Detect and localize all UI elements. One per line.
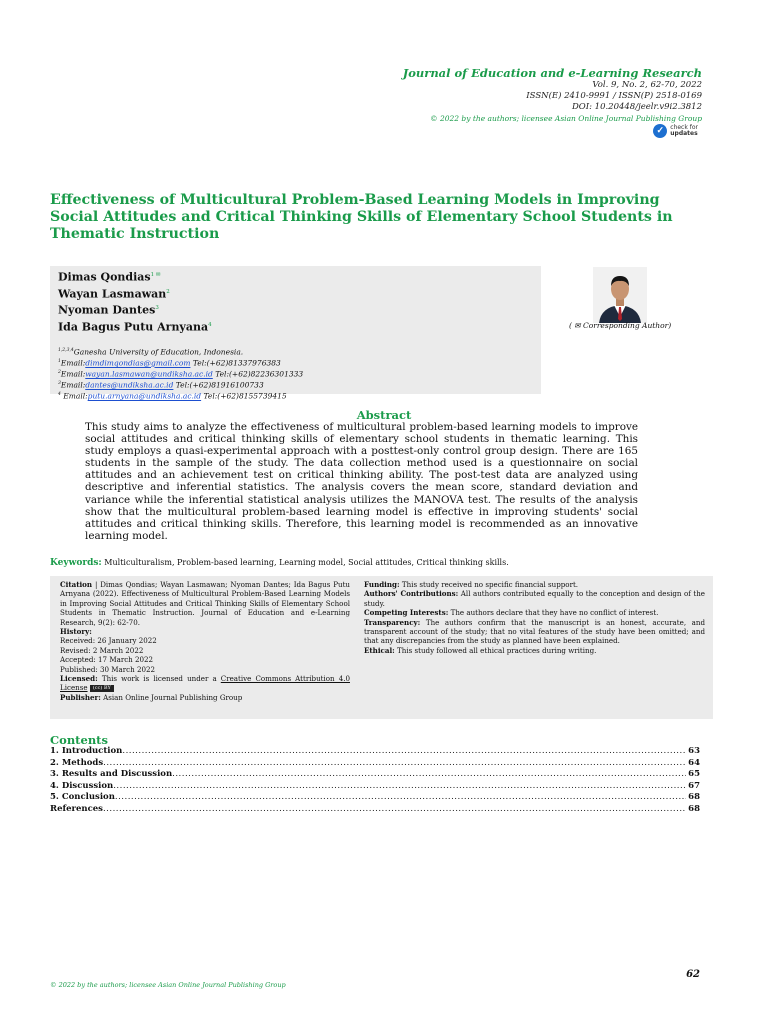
keywords-label: Keywords:: [50, 558, 102, 568]
issn-info: ISSN(E) 2410-9991 / ISSN(P) 2518-0169: [526, 91, 702, 101]
contents-heading: Contents: [50, 733, 108, 747]
citation-column: [50, 576, 356, 719]
check-for-updates-button[interactable]: [653, 124, 698, 138]
doi-info: DOI: 10.20448/jeelr.v9i2.3812: [571, 102, 702, 112]
journal-title: Journal of Education and e-Learning Research: [402, 66, 702, 80]
toc-item[interactable]: 3. Results and Discussion ..... 65: [50, 769, 700, 781]
toc-item[interactable]: References ..... 68: [50, 804, 700, 816]
abstract-heading: Abstract: [356, 408, 412, 422]
license: Licensed: This work is licensed under a Creative Commons Attribution 4.0 License (cc) BY: [60, 674, 350, 693]
email-line: $^1$Email:dimdimqondias@gmail.com Tel:(+62)81337976383: [58, 358, 281, 368]
authors-box: [50, 266, 541, 401]
check-updates-icon: ✓: [653, 124, 667, 138]
contributions-statement: Authors' Contributions: All authors contributed equally to the conception and design of the study.: [364, 589, 705, 608]
toc-item[interactable]: 1. Introduction ..... 63: [50, 746, 700, 758]
keywords: [50, 558, 720, 568]
license-link[interactable]: Creative Commons Attribution 4.0 License: [60, 674, 350, 693]
check-updates-label: check for updates: [670, 124, 698, 137]
citation-box: [50, 576, 713, 719]
competing-interests-statement: Competing Interests: The authors declare that they have no conflict of interest.: [364, 608, 659, 618]
author-photo: [593, 267, 647, 323]
cc-by-icon: (cc) BY: [90, 685, 114, 692]
corresponding-author-note: ( ✉ Corresponding Author): [569, 321, 672, 330]
ethical-statement: Ethical: This study followed all ethical practices during writing.: [364, 645, 597, 655]
author-name: Wayan Lasmawan$^2$: [58, 287, 170, 301]
publisher: Publisher: Asian Online Journal Publishing Group: [60, 692, 243, 702]
toc-item[interactable]: 2. Methods ..... 64: [50, 758, 700, 770]
toc-item[interactable]: 4. Discussion ..... 67: [50, 781, 700, 793]
abstract-text: This study aims to analyze the effectiveness of multicultural problem-based learning models to improve social attitudes and critical thinking skills of elementary school students in thematic learning. This study employs a quasi-experimental approach with a posttest-only control group design. There are 165 students in the sample of the study. The data collection method used is a questionnaire on social attitudes and an achievement test on critical thinking ability. The post-test data are analyzed using descriptive and inferential statistics. The analysis covers the mean score, standard deviation and variance while the inferential statistical analysis utilizes the MANOVA test. The results of the analysis show that the multicultural problem-based learning model is effective in improving students' social attitudes and critical thinking skills. Therefore, this learning model is recommended as an innovative learning model.: [85, 421, 638, 542]
email-link[interactable]: putu.arnyana@undiksha.ac.id: [87, 391, 202, 401]
email-line: $^4$ Email:putu.arnyana@undiksha.ac.id Tel:(+62)8155739415: [58, 391, 287, 401]
page-number: 62: [686, 969, 700, 980]
toc-item[interactable]: 5. Conclusion ..... 68: [50, 792, 700, 804]
statements-column: [356, 576, 711, 719]
header-copyright: © 2022 by the authors; licensee Asian Online Journal Publishing Group: [430, 114, 702, 123]
email-link[interactable]: wayan.lasmawan@undiksha.ac.id: [85, 369, 213, 379]
table-of-contents: [50, 734, 700, 815]
author-name: Ida Bagus Putu Arnyana$^4$: [58, 320, 212, 334]
email-line: $^2$Email:wayan.lasmawan@undiksha.ac.id Tel:(+62)82236301333: [58, 369, 304, 379]
email-line: $^3$Email:dantes@undiksha.ac.id Tel:(+62)81916100733: [58, 380, 264, 390]
history: History: Received: 26 January 2022 Revised: 2 March 2022 Accepted: 17 March 2022 Published: 30 March 2022: [60, 627, 157, 674]
volume-info: Vol. 9, No. 2, 62-70, 2022: [592, 80, 702, 90]
affiliation-line: $^{1,2,3,4}$Ganesha University of Education, Indonesia.: [58, 347, 244, 357]
affiliations: [58, 346, 303, 401]
author-name: Dimas Qondias$^{1 ✉}$: [58, 270, 161, 284]
keywords-text: Multiculturalism, Problem-based learning, Learning model, Social attitudes, Critical thinking skills.: [101, 558, 509, 567]
citation: Citation | Dimas Qondias; Wayan Lasmawan; Nyoman Dantes; Ida Bagus Putu Arnyana (2022). Effectiveness of Multicultural Problem-Based Learning Models in Improving Social Attitudes and Critical Thinking Skills of Elementary School Students in Thematic Instruction. Journal of Education and e-Learning Research, 9(2): 62-70.: [60, 580, 350, 627]
article-title: Effectiveness of Multicultural Problem-Based Learning Models in Improving Social Attitudes and Critical Thinking Skills of Elementary School Students in Thematic Instruction: [50, 192, 673, 242]
email-link[interactable]: dimdimqondias@gmail.com: [85, 358, 191, 368]
transparency-statement: Transparency: The authors confirm that the manuscript is an honest, accurate, and transparent account of the study; that no vital features of the study have been omitted; and that any discrepancies from the study as planned have been explained.: [364, 617, 705, 646]
footer-copyright: © 2022 by the authors; licensee Asian Online Journal Publishing Group: [50, 981, 286, 989]
author-name: Nyoman Dantes$^3$: [58, 303, 159, 317]
journal-header: [403, 66, 702, 124]
funding-statement: Funding: This study received no specific financial support.: [364, 580, 579, 589]
email-link[interactable]: dantes@undiksha.ac.id: [85, 380, 174, 390]
